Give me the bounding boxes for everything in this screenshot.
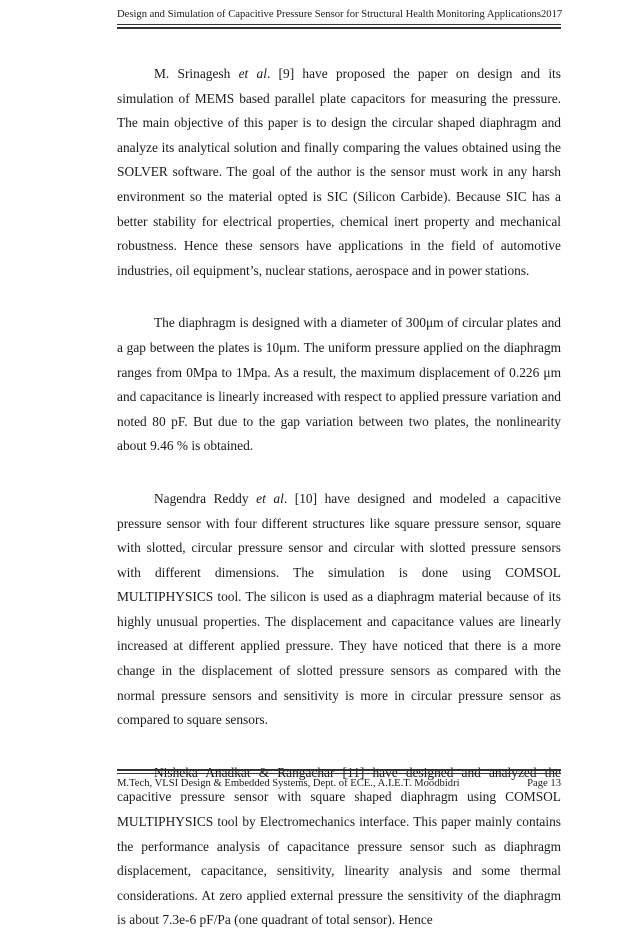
- et-al-italic: et al: [256, 490, 284, 506]
- paragraph-text: . [9] have proposed the paper on design and its simulation of MEMS based parallel plate capacitors for measuring the pressure. The main objective of this paper is to design the circular shaped diaphragm and analyze its analytical solution and finally comparing the values obtained using the SOLVER software. The goal of the author is the sensor must work in any harsh environment so the material opted is SIC (Silicon Carbide). Because SIC has a better stability for electrical properties, chemical inert property and mechanical robustness. Hence these sensors have applications in the field of automotive industries, oil equipment’s, nuclear stations, aerospace and in power stations.: [117, 66, 561, 278]
- et-al-italic: et al: [238, 66, 267, 81]
- paragraph-text: The diaphragm is designed with a diameter of 300μm of circular plates and a gap between the plates is 10μm. The uniform pressure applied on the diaphragm ranges from 0Mpa to 1Mpa. As a result, the maximum displacement of 0.226 μm and capacitance is linearly increased with respect to applied pressure variation and noted 80 pF. But due to the gap variation between two plates, the nonlinearity about 9.46 % is obtained.: [117, 315, 561, 454]
- header-year: 2017: [540, 9, 563, 20]
- running-footer: [117, 777, 561, 791]
- paragraph-text: . [10] have designed and modeled a capacitive pressure sensor with four different structures like square pressure sensor, square with slotted, circular pressure sensor and circular with slotted pressure sensors with different dimensions. The simulation is done using COMSOL MULTIPHYSICS tool. The silicon is used as a diaphragm material because of its highly unusual properties. The displacement and capacitance values are linearly increased at different applied pressure. They have noticed that there is a more change in the displacement of slotted pressure sensors as compared with the normal pressure sensors and sensitivity is more in circular pressure sensor as compared to square sensors.: [117, 490, 561, 728]
- paragraph-author: Nagendra Reddy: [154, 490, 249, 506]
- header-title: Design and Simulation of Capacitive Pressure Sensor for Structural Health Monitoring Applications: [117, 9, 541, 20]
- body-text: [117, 62, 561, 933]
- paragraph-text: Nisheka Anadkat & Rangachar [11] have designed and analyzed the capacitive pressure sensor with square shaped diaphragm using COMSOL MULTIPHYSICS tool by Electromechanics interface. This paper mainly contains the performance analysis of capacitance pressure sensor such as diaphragm displacement, capacitance, sensitivity, linearity analysis and some thermal considerations. At zero applied external pressure the sensitivity of the diaphragm is about 7.3e-6 pF/Pa (one quadrant of total sensor). Hence: [117, 764, 561, 928]
- page-number: Page 13: [527, 778, 561, 789]
- footer-rule-thick: [117, 769, 561, 771]
- footer-rule: [117, 773, 561, 774]
- paragraph-srinagesh: [117, 62, 561, 283]
- header-rule-thick: [117, 27, 561, 29]
- running-header: [117, 8, 561, 22]
- paragraph-diaphragm: [117, 311, 561, 459]
- footer-affiliation: M.Tech, VLSI Design & Embedded Systems, Dept. of ECE., A.I.E.T. Moodbidri: [117, 778, 460, 789]
- paragraph-nagendra-reddy: [117, 487, 561, 733]
- header-rule: [117, 24, 561, 25]
- paragraph-author: M. Srinagesh: [154, 66, 231, 81]
